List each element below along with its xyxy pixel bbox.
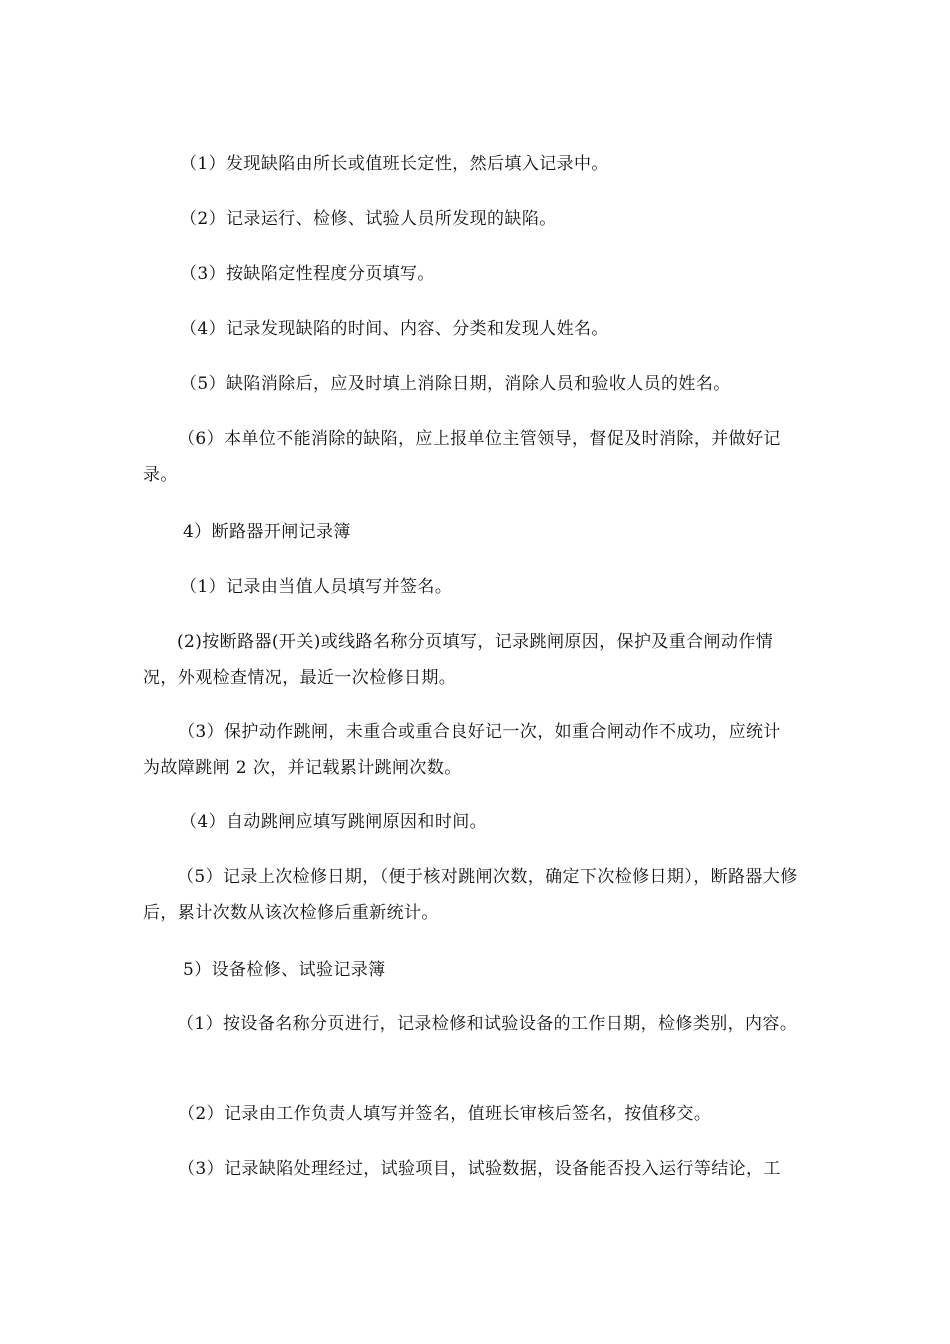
- paragraph-defect-1: （1）发现缺陷由所长或值班长定性，然后填入记录中。: [180, 154, 609, 174]
- paragraph-breaker-2: (2)按断路器(开关)或线路名称分页填写，记录跳闸原因，保护及重合闸动作情况，外观检查情况，最近一次检修日期。: [143, 632, 774, 688]
- paragraph-breaker-4: （4）自动跳闸应填写跳闸原因和时间。: [180, 812, 488, 832]
- paragraph-defect-6: （6）本单位不能消除的缺陷，应上报单位主管领导，督促及时消除，并做好记录。: [143, 429, 781, 485]
- paragraph-defect-3: （3）按缺陷定性程度分页填写。: [180, 264, 435, 284]
- paragraph-breaker-5: （5）记录上次检修日期，（便于核对跳闸次数，确定下次检修日期），断路器大修后，累计次数从该次检修后重新统计。: [143, 867, 798, 923]
- paragraph-maintenance-1: （1）按设备名称分页进行，记录检修和试验设备的工作日期，检修类别，内容。: [177, 1014, 798, 1034]
- paragraph-breaker-1: （1）记录由当值人员填写并签名。: [180, 577, 453, 597]
- paragraph-breaker-3: （3）保护动作跳闸，未重合或重合良好记一次，如重合闸动作不成功，应统计为故障跳闸 2 次，并记载累计跳闸次数。: [143, 722, 781, 778]
- section-heading-breaker: 4）断路器开闸记录簿: [183, 522, 351, 542]
- paragraph-maintenance-3: （3）记录缺陷处理经过，试验项目，试验数据，设备能否投入运行等结论，工: [178, 1159, 781, 1179]
- paragraph-defect-4: （4）记录发现缺陷的时间、内容、分类和发现人姓名。: [180, 319, 609, 339]
- paragraph-defect-2: （2）记录运行、检修、试验人员所发现的缺陷。: [180, 209, 557, 229]
- section-heading-maintenance: 5）设备检修、试验记录簿: [183, 960, 386, 980]
- paragraph-maintenance-2: （2）记录由工作负责人填写并签名，值班长审核后签名，按值移交。: [178, 1104, 712, 1124]
- paragraph-defect-5: （5）缺陷消除后，应及时填上消除日期，消除人员和验收人员的姓名。: [180, 374, 731, 394]
